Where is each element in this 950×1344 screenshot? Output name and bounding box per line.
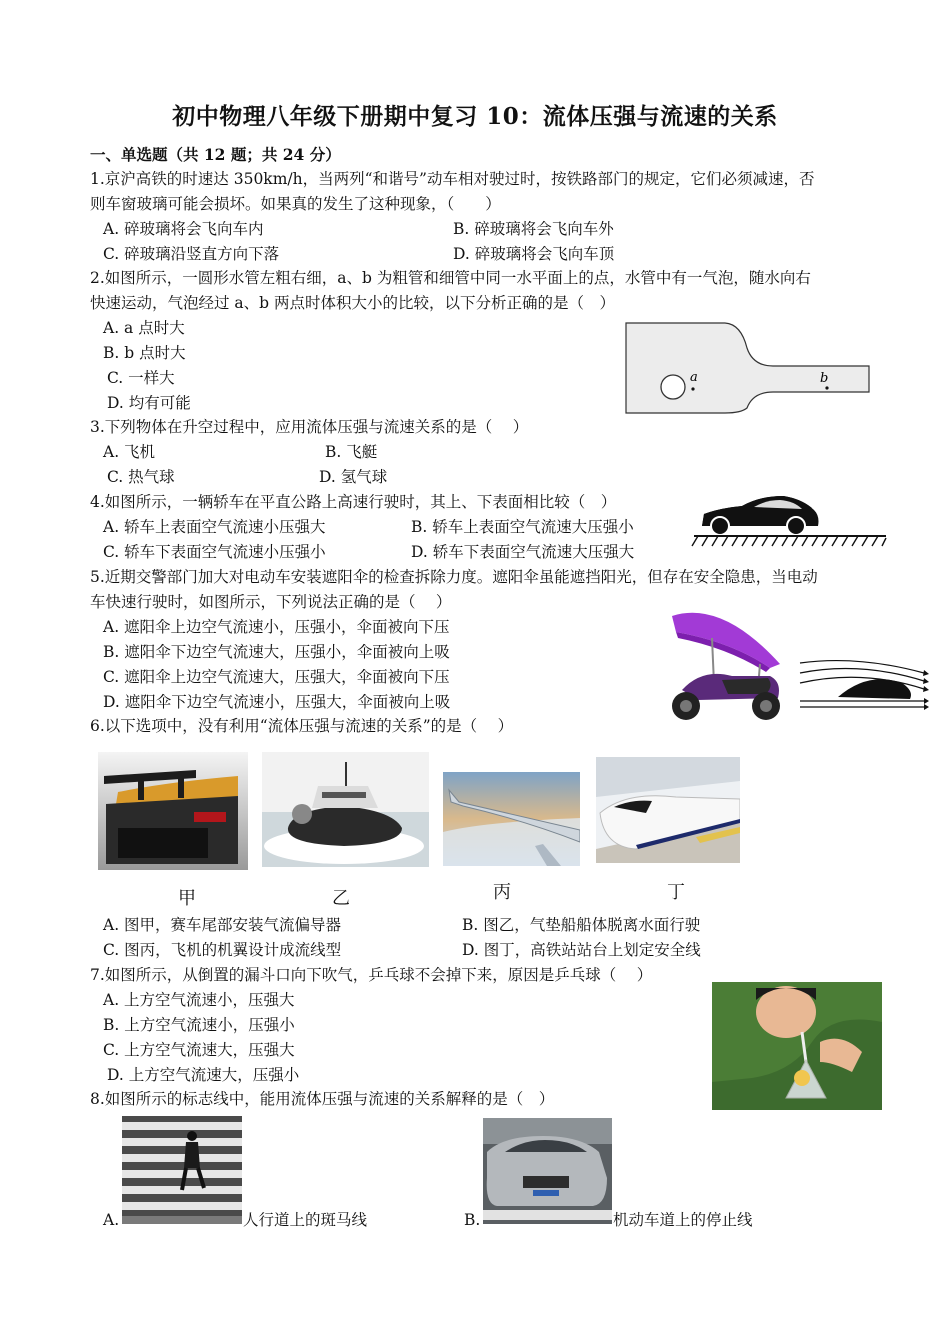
q2-stem-line2: 快速运动，气泡经过 a、b 两点时体积大小的比较，以下分析正确的是（ ） bbox=[90, 294, 616, 312]
q1-option-b: B. 碎玻璃将会飞向车外 bbox=[453, 220, 614, 238]
section-heading: 一、单选题（共 12 题；共 24 分） bbox=[90, 145, 341, 164]
race-car-photo bbox=[98, 752, 248, 870]
q4-stem: 4.如图所示，一辆轿车在平直公路上高速行驶时，其上、下表面相比较（ ） bbox=[90, 493, 617, 511]
q7-option-a: A. 上方空气流速小，压强大 bbox=[103, 991, 295, 1009]
q5-option-a: A. 遮阳伞上边空气流速小，压强小，伞面被向下压 bbox=[103, 618, 450, 636]
q7-option-c: C. 上方空气流速大，压强大 bbox=[103, 1041, 295, 1059]
q7-stem: 7.如图所示，从倒置的漏斗口向下吹气，乒乓球不会掉下来，原因是乒乓球（ ） bbox=[90, 966, 653, 984]
q1-option-c: C. 碎玻璃沿竖直方向下落 bbox=[103, 245, 280, 263]
q5-option-d: D. 遮阳伞下边空气流速小，压强大，伞面被向上吸 bbox=[103, 693, 451, 711]
bubble-icon bbox=[661, 375, 685, 399]
q3-option-c: C. 热气球 bbox=[107, 468, 175, 486]
q8-option-a-text: 人行道上的斑马线 bbox=[243, 1211, 368, 1229]
q3-option-b: B. 飞艇 bbox=[325, 443, 378, 461]
point-b-label: b bbox=[820, 371, 829, 386]
airflow-diagram bbox=[798, 655, 930, 711]
q1-option-a: A. 碎玻璃将会飞向车内 bbox=[103, 220, 264, 238]
point-a-label: a bbox=[690, 370, 698, 385]
q2-option-a: A. a 点时大 bbox=[103, 319, 185, 337]
q8-option-b-prefix: B. bbox=[464, 1211, 481, 1229]
q4-option-c: C. 轿车下表面空气流速小压强小 bbox=[103, 543, 326, 561]
figure-label-yi: 乙 bbox=[332, 888, 350, 909]
page-title: 初中物理八年级下册期中复习 10：流体压强与流速的关系 bbox=[172, 103, 778, 130]
q5-stem-line2: 车快速行驶时，如图所示，下列说法正确的是（ ） bbox=[90, 593, 452, 611]
q5-stem-line1: 5.近期交警部门加大对电动车安装遮阳伞的检查拆除力度。遮阳伞虽能遮挡阳光，但存在安全隐患，当电动 bbox=[90, 568, 818, 586]
q8-option-a-prefix: A. bbox=[103, 1211, 120, 1229]
scooter-umbrella-photo bbox=[662, 602, 787, 724]
q6-option-c: C. 图丙，飞机的机翼设计成流线型 bbox=[103, 941, 342, 959]
figure-label-jia: 甲 bbox=[178, 888, 196, 909]
hovercraft-photo bbox=[262, 752, 429, 867]
q2-stem-line1: 2.如图所示，一圆形水管左粗右细，a、b 为粗管和细管中同一水平面上的点，水管中有一气泡，随水向右 bbox=[90, 269, 811, 287]
high-speed-train-photo bbox=[596, 757, 740, 863]
q8-option-b-text: 机动车道上的停止线 bbox=[613, 1211, 753, 1229]
q2-option-d: D. 均有可能 bbox=[107, 394, 191, 412]
q6-option-b: B. 图乙，气垫船船体脱离水面行驶 bbox=[462, 916, 701, 934]
q4-option-d: D. 轿车下表面空气流速大压强大 bbox=[411, 543, 635, 561]
q5-option-b: B. 遮阳伞下边空气流速大，压强小，伞面被向上吸 bbox=[103, 643, 450, 661]
q3-option-d: D. 氢气球 bbox=[319, 468, 388, 486]
figure-label-bing: 丙 bbox=[493, 882, 511, 903]
q6-option-d: D. 图丁，高铁站站台上划定安全线 bbox=[462, 941, 701, 959]
q6-stem: 6.以下选项中，没有利用“流体压强与流速的关系”的是（ ） bbox=[90, 717, 514, 735]
q1-stem-line1: 1.京沪高铁的时速达 350km/h，当两列“和谐号”动车相对驶过时，按铁路部门的规定，它们必须减速，否 bbox=[90, 170, 815, 188]
q3-option-a: A. 飞机 bbox=[103, 443, 156, 461]
q6-option-a: A. 图甲，赛车尾部安装气流偏导器 bbox=[103, 916, 342, 934]
q7-option-d: D. 上方空气流速大，压强小 bbox=[107, 1066, 300, 1084]
pipe-diagram bbox=[625, 322, 870, 414]
q1-option-d: D. 碎玻璃将会飞向车顶 bbox=[453, 245, 615, 263]
airplane-wing-photo bbox=[443, 772, 580, 866]
car-diagram bbox=[690, 488, 890, 550]
stop-line-car-photo bbox=[483, 1118, 612, 1224]
zebra-crossing-photo bbox=[122, 1116, 242, 1224]
figure-label-ding: 丁 bbox=[667, 882, 685, 903]
q1-stem-line2: 则车窗玻璃可能会损坏。如果真的发生了这种现象，（ ） bbox=[90, 195, 501, 213]
funnel-ping-pong-photo bbox=[712, 982, 882, 1110]
q5-option-c: C. 遮阳伞上边空气流速大，压强大，伞面被向下压 bbox=[103, 668, 450, 686]
q2-option-c: C. 一样大 bbox=[107, 369, 175, 387]
q8-stem: 8.如图所示的标志线中，能用流体压强与流速的关系解释的是（ ） bbox=[90, 1090, 555, 1108]
q7-option-b: B. 上方空气流速小，压强小 bbox=[103, 1016, 295, 1034]
q4-option-a: A. 轿车上表面空气流速小压强大 bbox=[103, 518, 326, 536]
q3-stem: 3.下列物体在升空过程中，应用流体压强与流速关系的是（ ） bbox=[90, 418, 529, 436]
q4-option-b: B. 轿车上表面空气流速大压强小 bbox=[411, 518, 634, 536]
q2-option-b: B. b 点时大 bbox=[103, 344, 186, 362]
